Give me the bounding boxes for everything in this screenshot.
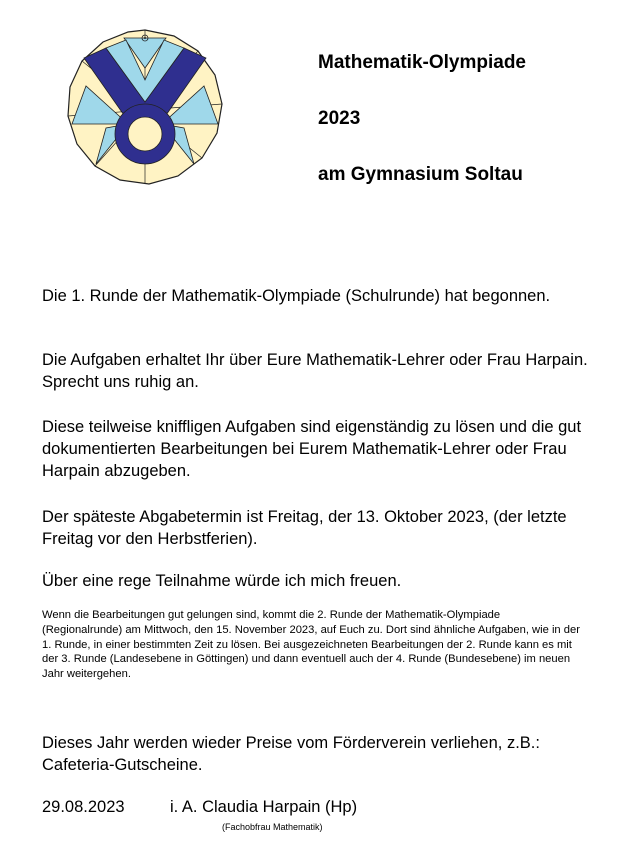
mathematik-olympiade-logo-icon (66, 28, 224, 186)
title-location: am Gymnasium Soltau (318, 164, 523, 185)
paragraph-tasks: Die Aufgaben erhaltet Ihr über Eure Mathematik-Lehrer oder Frau Harpain. Sprecht uns ruhig an. (42, 351, 588, 391)
signature-name: i. A. Claudia Harpain (Hp) (170, 798, 358, 816)
page-title: Mathematik-Olympiade (318, 52, 526, 73)
paragraph-instructions: Diese teilweise kniffligen Aufgaben sind eigenständig zu lösen und die gut dokumentierten Bearbeitungen bei Eurem Mathematik-Lehrer oder Frau Harpain abzugeben. (42, 418, 582, 480)
paragraph-round-started: Die 1. Runde der Mathematik-Olympiade (Schulrunde) hat begonnen. (42, 287, 551, 305)
paragraph-deadline: Der späteste Abgabetermin ist Freitag, der 13. Oktober 2023, (der letzte Freitag vor den Herbstferien). (42, 508, 567, 548)
title-year: 2023 (318, 108, 361, 129)
paragraph-participation: Über eine rege Teilnahme würde ich mich freuen. (42, 572, 402, 590)
paragraph-next-rounds: Wenn die Bearbeitungen gut gelungen sind, kommt die 2. Runde der Mathematik-Olympiade (Regionalrunde) am Mittwoch, den 15. November 2023, auf Euch zu. Dort sind ähnliche Aufgaben, wie in der 1. Runde, in einer bestimmten Zeit zu lösen. Bei ausgezeichneten Bearbeitungen der 2. Runde kann es mit der 3. Runde (Landesebene in Göttingen) und dann eventuell auch der 4. Runde (Bundesebene) im neuen Jahr weitergehen. (42, 609, 580, 681)
paragraph-prizes: Dieses Jahr werden wieder Preise vom Förderverein verliehen, z.B.: Cafeteria-Gutscheine. (42, 734, 540, 774)
signature-date: 29.08.2023 (42, 798, 125, 816)
signature-role: (Fachobfrau Mathematik) (222, 822, 323, 832)
